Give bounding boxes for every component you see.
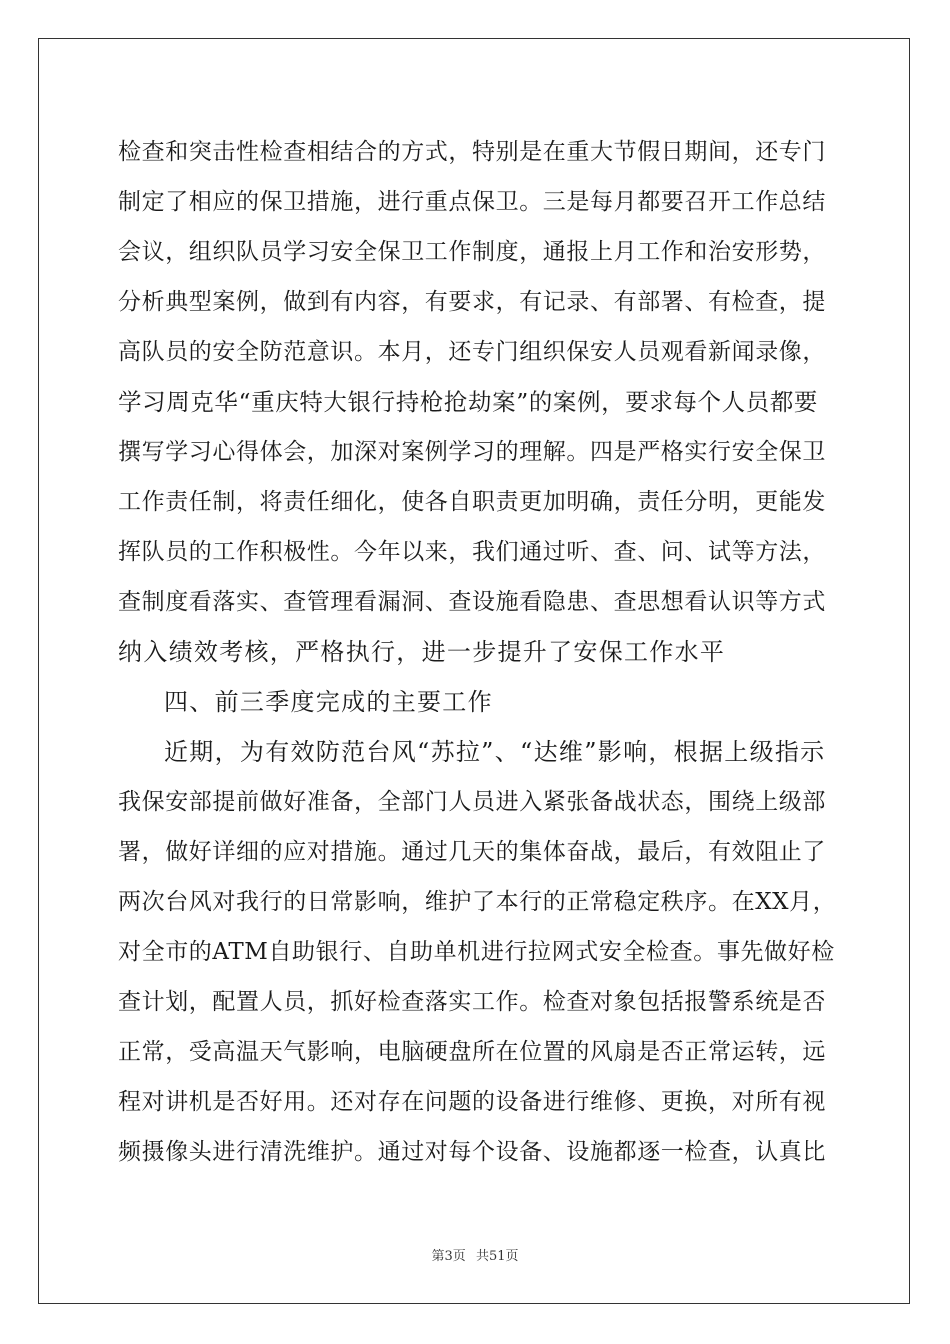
body-line: 撰写学习心得体会，加深对案例学习的理解。四是严格实行安全保卫 [118, 439, 826, 465]
body-line: 制定了相应的保卫措施，进行重点保卫。三是每月都要召开工作总结 [118, 189, 826, 215]
body-line: 正常，受高温天气影响，电脑硬盘所在位置的风扇是否正常运转，远 [118, 1039, 826, 1065]
body-line: 频摄像头进行清洗维护。通过对每个设备、设施都逐一检查，认真比 [118, 1139, 826, 1165]
body-line: 分析典型案例，做到有内容，有要求，有记录、有部署、有检查，提 [118, 289, 826, 315]
body-line: 工作责任制，将责任细化，使各自职责更加明确，责任分明，更能发 [118, 489, 826, 515]
body-line: 署，做好详细的应对措施。通过几天的集体奋战，最后，有效阻止了 [118, 839, 826, 865]
document-body [118, 128, 838, 1178]
body-line: 近期，为有效防范台风“苏拉”、“达维”影响，根据上级指示 [164, 738, 826, 766]
total-page-count: 共51页 [475, 1249, 519, 1264]
body-line: 高队员的安全防范意识。本月，还专门组织保安人员观看新闻录像， [118, 339, 826, 365]
body-line: 程对讲机是否好用。还对存在问题的设备进行维修、更换，对所有视 [118, 1089, 826, 1115]
body-line: 纳入绩效考核，严格执行，进一步提升了安保工作水平 [118, 638, 726, 666]
body-line: 检查和突击性检查相结合的方式，特别是在重大节假日期间，还专门 [118, 139, 826, 165]
body-line: 两次台风对我行的日常影响，维护了本行的正常稳定秩序。在XX月， [118, 889, 837, 915]
body-line: 挥队员的工作积极性。今年以来，我们通过听、查、问、试等方法， [118, 539, 826, 565]
body-line: 我保安部提前做好准备，全部门人员进入紧张备战状态，围绕上级部 [118, 789, 826, 815]
current-page-number: 第3页 [431, 1249, 466, 1264]
body-line: 查制度看落实、查管理看漏洞、查设施看隐患、查思想看认识等方式 [118, 589, 826, 615]
body-line: 会议，组织队员学习安全保卫工作制度，通报上月工作和治安形势， [118, 239, 826, 265]
page-footer [0, 1245, 950, 1264]
body-line: 学习周克华“重庆特大银行持枪抢劫案”的案例，要求每个人员都要 [118, 388, 819, 416]
body-line: 对全市的ATM自助银行、自助单机进行拉网式安全检查。事先做好检 [118, 939, 835, 965]
section-heading: 四、前三季度完成的主要工作 [164, 688, 493, 716]
body-line: 查计划，配置人员，抓好检查落实工作。检查对象包括报警系统是否 [118, 989, 826, 1015]
